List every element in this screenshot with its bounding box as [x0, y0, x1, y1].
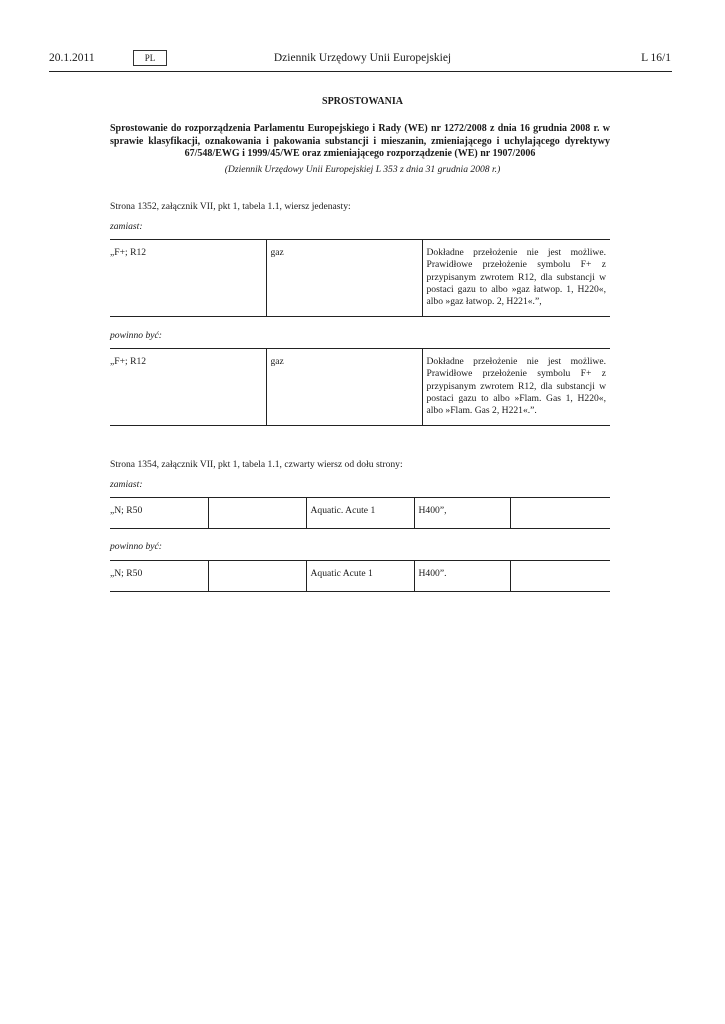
table-cell — [510, 498, 610, 529]
header-rule — [49, 71, 672, 72]
table-cell: gaz — [266, 349, 422, 426]
table-cell: H400”, — [414, 498, 510, 529]
publication-date: 20.1.2011 — [49, 52, 95, 64]
table-cell: H400”. — [414, 561, 510, 592]
block1-instead-label: zamiast: — [110, 221, 143, 232]
correction-source: (Dziennik Urzędowy Unii Europejskiej L 353 z dnia 31 grudnia 2008 r.) — [224, 164, 501, 175]
block1-location: Strona 1352, załącznik VII, pkt 1, tabela 1.1, wiersz jedenasty: — [110, 201, 351, 212]
table-cell: Aquatic Acute 1 — [306, 561, 414, 592]
table-cell: gaz — [266, 240, 422, 317]
block2-should-table — [110, 560, 610, 592]
table-row — [110, 240, 610, 317]
block2-instead-label: zamiast: — [110, 479, 143, 490]
correction-title: Sprostowanie do rozporządzenia Parlamentu Europejskiego i Rady (WE) nr 1272/2008 z dnia 16 grudnia 2008 r. w sprawie klasyfikacji, oznakowania i pakowania substancji i mieszanin, zmieniającego i uchylającego dyrektywy 67/548/EWG i 1999/45/WE oraz zmieniającego rozporządzenie (WE) nr 1907/2006 — [110, 123, 610, 159]
table-row — [110, 349, 610, 426]
table-cell — [208, 498, 306, 529]
table-row — [110, 561, 610, 592]
table-cell: „F+; R12 — [110, 349, 266, 426]
table-cell: „N; R50 — [110, 498, 208, 529]
block1-instead-table — [110, 239, 610, 317]
block2-should-label: powinno być: — [110, 541, 162, 552]
table-cell: Aquatic. Acute 1 — [306, 498, 414, 529]
table-row — [110, 498, 610, 529]
journal-title: Dziennik Urzędowy Unii Europejskiej — [273, 52, 452, 64]
language-code-badge: PL — [133, 50, 167, 66]
table-cell: „F+; R12 — [110, 240, 266, 317]
block2-location: Strona 1354, załącznik VII, pkt 1, tabela 1.1, czwarty wiersz od dołu strony: — [110, 459, 403, 470]
block1-should-label: powinno być: — [110, 330, 162, 341]
table-cell: Dokładne przełożenie nie jest możliwe. Prawidłowe przełożenie symbolu F+ z przypisanym zwrotem R12, dla substancji w postaci gazu to albo »gaz łatwop. 1, H220«, albo »gaz łatwop. 2, H221«.”, — [422, 240, 610, 317]
block2-instead-table — [110, 497, 610, 529]
table-cell: „N; R50 — [110, 561, 208, 592]
table-cell: Dokładne przełożenie nie jest możliwe. Prawidłowe przełożenie symbolu F+ z przypisanym zwrotem R12, dla substancji w postaci gazu to albo »Flam. Gas 1, H220«, albo »Flam. Gas 2, H221«.”. — [422, 349, 610, 426]
table-cell — [510, 561, 610, 592]
block1-should-table — [110, 348, 610, 426]
page-reference: L 16/1 — [641, 52, 671, 64]
table-cell — [208, 561, 306, 592]
section-title: SPROSTOWANIA — [322, 96, 403, 107]
